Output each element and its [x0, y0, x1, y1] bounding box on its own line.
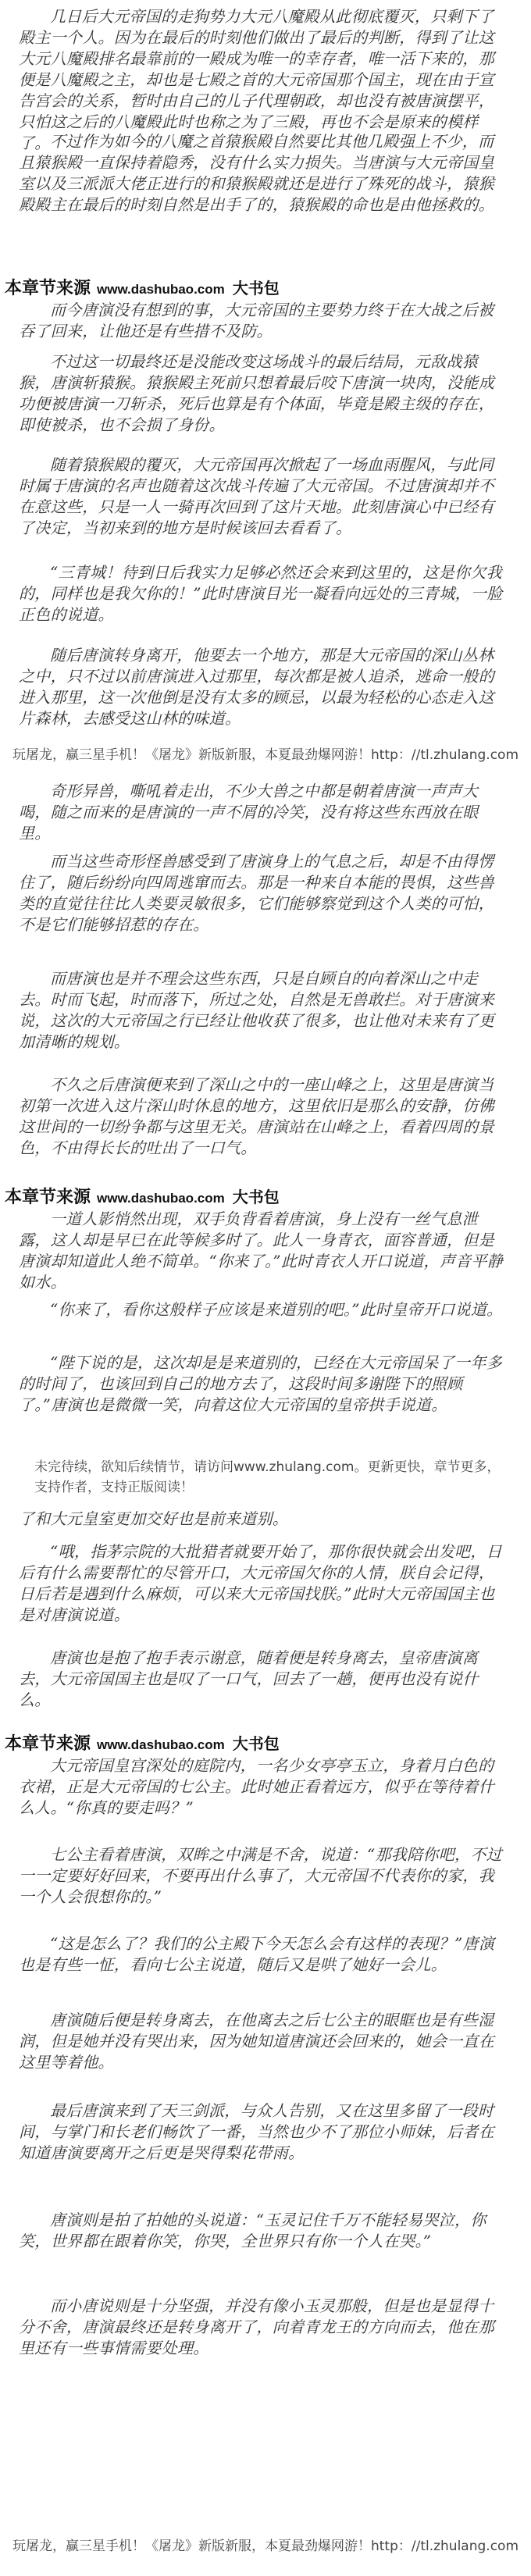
source-url[interactable]: www.dashubao.com	[97, 1737, 225, 1752]
paragraph: 而唐演也是并不理会这些东西，只是自顾自的向着深山之中走去。时而飞起，时而落下，所过之处，自然是无兽敢拦。对于唐演来说，这次的大元帝国之行已经让他收获了很多，也让他对未来有了更加清晰的规划。	[19, 969, 494, 1051]
source-label: 本章节来源	[5, 1187, 91, 1206]
paragraph: 不过这一切最终还是没能改变这场战斗的最后结局，元敌战猿猴，唐演斩猿猴。猿猴殿主死前只想着最后咬下唐演一块肉，没能成功便被唐演一刀斩杀，死后也算是有个体面，毕竟是殿主级的存在，即使被杀，也不会损了身份。	[19, 352, 494, 434]
paragraph: 随着猿猴殿的覆灭，大元帝国再次掀起了一场血雨腥风，与此同时属于唐演的名声也随着这次战斗传遍了大元帝国。不过唐演却并不在意这些，只是一人一骑再次回到了这片天地。此刻唐演心中已经有了决定，当初来到的地方是时候该回去看看了。	[19, 455, 494, 537]
source-label: 本章节来源	[5, 278, 91, 298]
paragraph: 一道人影悄然出现，双手负背看着唐演，身上没有一丝气息泄露，这人却是早已在此等候多时了。此人一身青衣，面容普通，但是唐演却知道此人绝不简单。“你来了。”此时青衣人开口说道，声音平静如水。	[19, 1210, 504, 1292]
source-url[interactable]: www.dashubao.com	[97, 1191, 225, 1206]
paragraph: 唐演也是抱了抱手表示谢意，随着便是转身离去，皇帝唐演离去，大元帝国国主也是叹了一口气，回去了一趟，便再也没有说什么。	[19, 1648, 479, 1709]
paragraph: 唐演则是拍了拍她的头说道：“玉灵记住千万不能轻易哭泣，你笑，世界都在跟着你笑，你哭，全世界只有你一个人在哭。”	[19, 2211, 486, 2250]
source-banner[interactable]	[5, 1184, 280, 1208]
paragraph: “三青城！待到日后我实力足够必然还会来到这里的，这是你欠我的，同样也是我欠你的！”此时唐演目光一凝看向远处的三青城，一脸正色的说道。	[19, 563, 503, 624]
paragraph: “哦，指茅宗院的大批猎者就要开始了，那你很快就会出发吧，日后有什么需要帮忙的尽管开口，大元帝国欠你的人情，朕自会记得，日后若是遇到什么麻烦，可以来大元帝国找朕。”此时大元帝国国主也是对唐演说道。	[19, 1542, 502, 1624]
paragraph: 而今唐演没有想到的事，大元帝国的主要势力终于在大战之后被吞了回来，让他还是有些措不及防。	[19, 301, 494, 340]
source-label: 本章节来源	[5, 1733, 91, 1753]
continuation-notice[interactable]: 未完待续，欲知后续情节，请访问www.zhulang.com。更新更快，章节更多，支持作者，支持正版阅读！	[34, 1459, 501, 1495]
source-banner[interactable]	[5, 1730, 280, 1755]
paragraph: 最后唐演来到了天三剑派，与众人告别，又在这里多留了一段时间，与掌门和长老们畅饮了一番，当然也少不了那位小师妹，后者在知道唐演要离开之后更是哭得梨花带雨。	[19, 2101, 494, 2162]
paragraph: 大元帝国皇宫深处的庭院内，一名少女亭亭玉立，身着月白色的衣裙，正是大元帝国的七公主。此时她正看着远方，似乎在等待着什么人。“你真的要走吗？”	[19, 1756, 494, 1817]
paragraph: 唐演随后便是转身离去，在他离去之后七公主的眼眶也是有些湿润，但是她并没有哭出来，因为她知道唐演还会回来的，她会一直在这里等着他。	[19, 2011, 494, 2072]
paragraph: 了和大元皇室更加交好也是前来道别。	[19, 1509, 289, 1528]
paragraph: 不久之后唐演便来到了深山之中的一座山峰之上，这里是唐演当初第一次进入这片深山时休息的地方，这里依旧是那么的安静，仿佛这世间的一切纷争都与这里无关。唐演站在山峰之上，看着四周的景色，不由得长长的吐出了一口气。	[19, 1075, 494, 1157]
paragraph: “陛下说的是，这次却是是来道别的，已经在大元帝国呆了一年多的时间了，也该回到自己的地方去了，这段时间多谢陛下的照顾了。”唐演也是微微一笑，向着这位大元帝国的皇帝拱手说道。	[19, 1353, 502, 1414]
paragraph: 不过作为如今的八魔之首猿猴殿自然要比其他几殿强上不少，而且猿猴殿一直保持着隐秀，没有什么实力损失。当唐演与大元帝国皇室以及三派派大佬正进行的和猿猴殿就还是进行了殊死的战斗，猿猴殿殿主在最后的时刻自然是出手了的，猿猴殿的命也是由他拯救的。	[19, 132, 494, 214]
ad-banner[interactable]: 玩屠龙，赢三星手机！《屠龙》新版新服，本夏最劲爆网游！http：//tl.zhulang.com	[12, 747, 519, 763]
paragraph: 随后唐演转身离开，他要去一个地方，那是大元帝国的深山丛林之中，只不过以前唐演进入过那里，每次都是被人追杀，逃命一般的进入那里，这一次他倒是没有太多的顾忌，以最为轻松的心态走入这片森林，去感受这山林的味道。	[19, 646, 494, 728]
paragraph: “你来了，看你这般样子应该是来道别的吧。”此时皇帝开口说道。	[50, 1300, 503, 1319]
paragraph: 七公主看着唐演，双眸之中满是不舍，说道：“那我陪你吧，不过一一定要好好回来，不要再出什么事了，大元帝国不代表你的家，我一个人会很想你的。”	[19, 1845, 502, 1906]
site-logo: 大书包	[232, 1734, 280, 1753]
paragraph: 而小唐说则是十分坚强，并没有像小玉灵那般，但是也是显得十分不舍，唐演最终还是转身离开了，向着青龙王的方向而去，他在那里还有一些事情需要处理。	[19, 2296, 494, 2357]
source-url[interactable]: www.dashubao.com	[97, 282, 225, 297]
paragraph: 而当这些奇形怪兽感受到了唐演身上的气息之后，却是不由得愣住了，随后纷纷向四周逃窜而去。那是一种来自本能的畏惧，这些兽类的直觉往往比人类要灵敏很多，它们能够察觉到这个人类的可怕，不是它们能够招惹的存在。	[19, 852, 494, 934]
site-logo: 大书包	[232, 279, 280, 298]
site-logo: 大书包	[232, 1188, 280, 1206]
source-banner[interactable]	[5, 275, 280, 299]
paragraph: 奇形异兽，嘶吼着走出，不少大兽之中都是朝着唐演一声声大喝，随之而来的是唐演的一声不屑的冷笑，没有将这些东西放在眼里。	[19, 782, 479, 843]
ad-banner[interactable]: 玩屠龙，赢三星手机！《屠龙》新版新服，本夏最劲爆网游！http：//tl.zhulang.com	[12, 2539, 519, 2554]
paragraph: “这是怎么了？我们的公主殿下今天怎么会有这样的表现？”唐演也是有些一怔，看向七公主说道，随后又是哄了她好一会儿。	[19, 1934, 495, 1974]
paragraph: 几日后大元帝国的走狗势力大元八魔殿从此彻底覆灭，只剩下了殿主一个人。因为在最后的时刻他们做出了最后的判断，得到了让这大元八魔殿排名最靠前的一殿成为唯一的幸存者，唯一活下来的，那便是八魔殿之主，却也是七殿之首的大元帝国那个国主，现在由于宣告宫会的关系，暂时由自己的儿子代理朝政，却也没有被唐演摆平，只怕这之后的八魔殿此时也称之为了三殿，再也不会是原来的模样了。	[19, 7, 494, 152]
